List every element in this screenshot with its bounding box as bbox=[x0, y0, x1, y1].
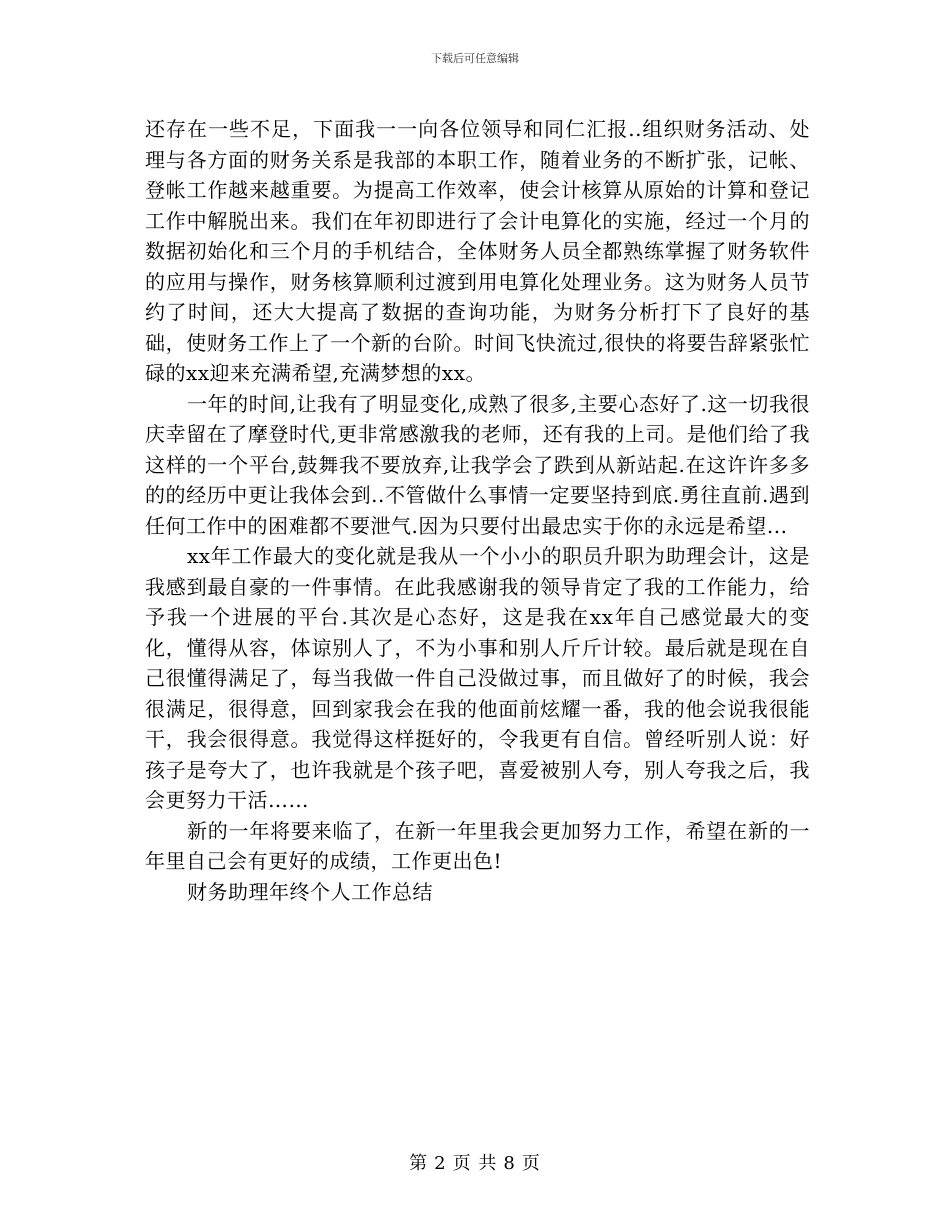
page-suffix: 页 bbox=[521, 1153, 541, 1174]
page-header: 下载后可任意编辑 bbox=[431, 52, 519, 65]
page-current: 2 bbox=[434, 1153, 447, 1174]
page-total: 8 bbox=[503, 1153, 516, 1174]
paragraph-new-year: 新的一年将要来临了，在新一年里我会更加努力工作，希望在新的一年里自己会有更好的成绩，工作更出色! bbox=[145, 818, 810, 873]
page-prefix: 第 bbox=[409, 1153, 429, 1174]
section-title: 财务助理年终个人工作总结 bbox=[187, 879, 433, 904]
paragraph-growth: 一年的时间,让我有了明显变化,成熟了很多,主要心态好了.这一切我很庆幸留在了摩登时代,更非常感激我的老师，还有我的上司。是他们给了我这样的一个平台,鼓舞我不要放弃,让我学会了跌到从新站起.在这许许多多的的经历中更让我体会到..不管做什么事情一定要坚持到底.勇往直前.遇到任何工作中的困难都不要泄气.因为只要付出最忠实于你的永远是希望... bbox=[145, 391, 810, 538]
page-mid: 页 共 bbox=[452, 1153, 498, 1174]
page-number bbox=[0, 1153, 950, 1175]
paragraph-continuation: 还存在一些不足，下面我一一向各位领导和同仁汇报..组织财务活动、处理与各方面的财务关系是我部的本职工作，随着业务的不断扩张，记帐、登帐工作越来越重要。为提高工作效率，使会计核算从原始的计算和登记工作中解脱出来。我们在年初即进行了会计电算化的实施，经过一个月的数据初始化和三个月的手机结合，全体财务人员全都熟练掌握了财务软件的应用与操作，财务核算顺利过渡到用电算化处理业务。这为财务人员节约了时间，还大大提高了数据的查询功能，为财务分析打下了良好的基础，使财务工作上了一个新的台阶。时间飞快流过,很快的将要告辞紧张忙碌的xx迎来充满希望,充满梦想的xx。 bbox=[145, 117, 810, 385]
document-body bbox=[145, 114, 810, 907]
paragraph-promotion: xx年工作最大的变化就是我从一个小小的职员升职为助理会计，这是我感到最自豪的一件事情。在此我感谢我的领导肯定了我的工作能力，给予我一个进展的平台.其次是心态好，这是我在xx年自己感觉最大的变化，懂得从容，体谅别人了，不为小事和别人斤斤计较。最后就是现在自己很懂得满足了，每当我做一件自己没做过事，而且做好了的时候，我会很满足，很得意，回到家我会在我的他面前炫耀一番，我的他会说我很能干，我会很得意。我觉得这样挺好的，令我更有自信。曾经听别人说：好孩子是夸大了，也许我就是个孩子吧，喜爱被别人夸，别人夸我之后，我会更努力干活…… bbox=[145, 544, 810, 812]
